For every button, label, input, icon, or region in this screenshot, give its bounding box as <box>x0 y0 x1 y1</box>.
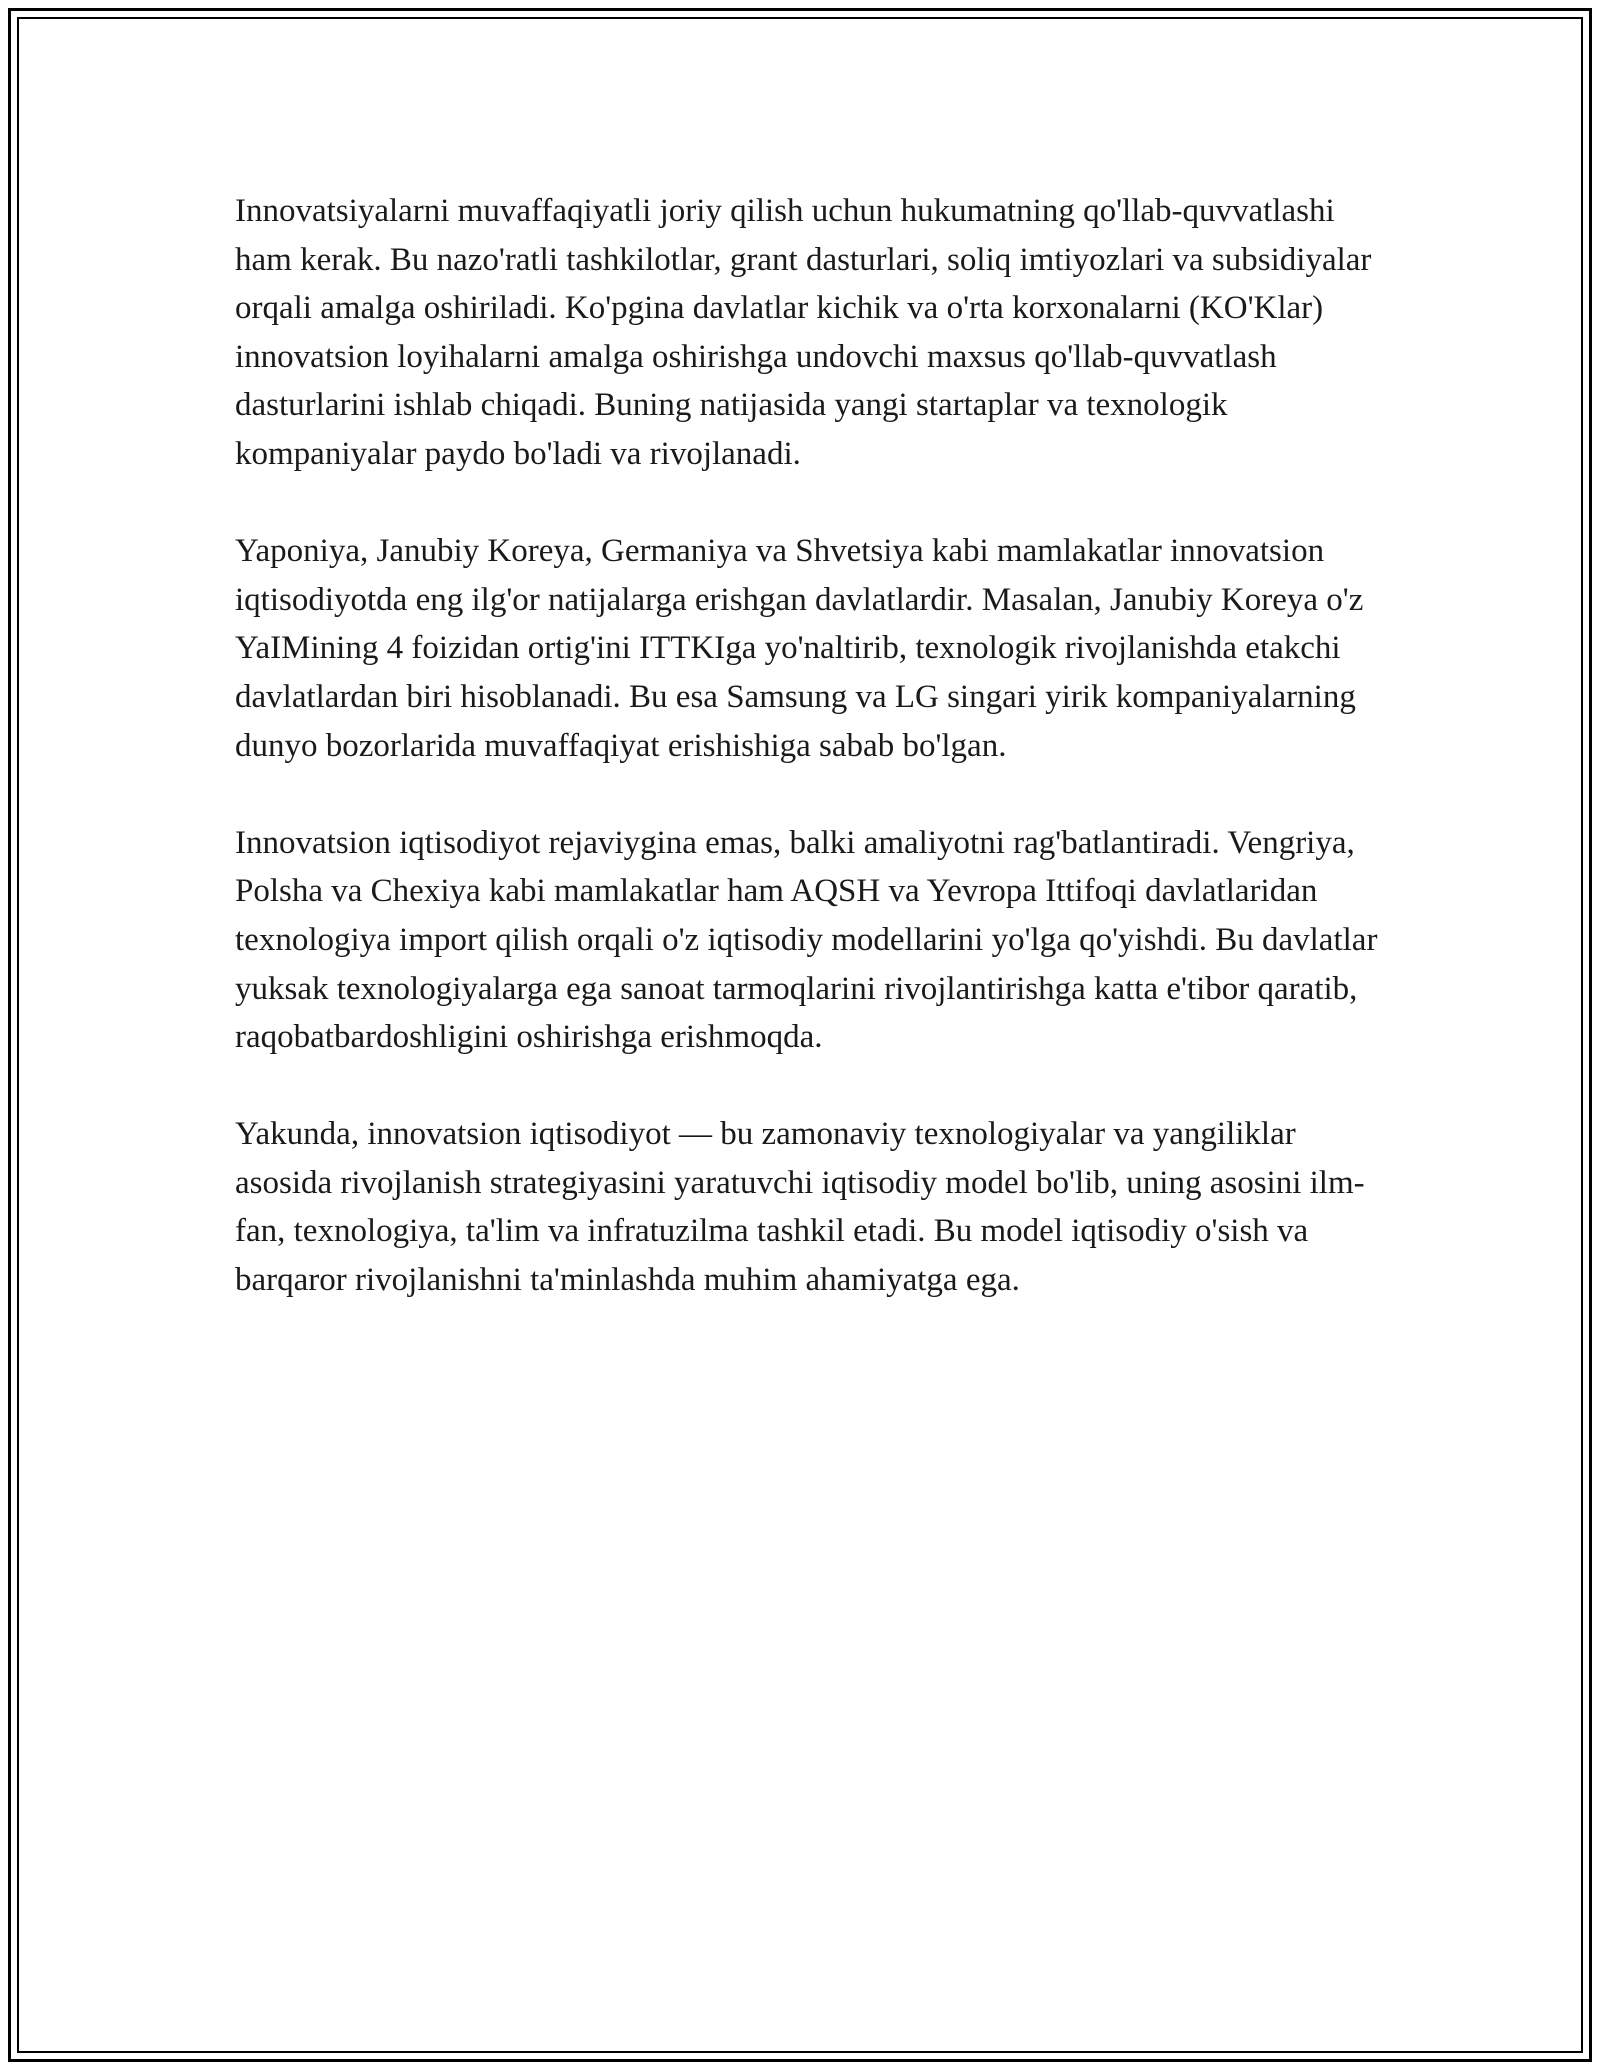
paragraph-practice-encouragement: Innovatsion iqtisodiyot rejaviygina emas, balki amaliyotni rag'batlantiradi. Vengriya, Polsha va Chexiya kabi mamlakatlar ham AQSH va Yevropa Ittifoqi davlatlaridan texnologiya import qilish orqali o'z iqtisodiy modellarini yo'lga qo'yishdi. Bu davlatlar yuksak texnologiyalarga ega sanoat tarmoqlarini rivojlantirishga katta e'tibor qaratib, raqobatbardoshligini oshirishga erishmoqda. <box>235 824 1378 1056</box>
paragraph-leading-countries: Yaponiya, Janubiy Koreya, Germaniya va Shvetsiya kabi mamlakatlar innovatsion iqtisodiyotda eng ilg'or natijalarga erishgan davlatlardir. Masalan, Janubiy Koreya o'z YaIMining 4 foizidan ortig'ini ITTKIga yo'naltirib, texnologik rivojlanishda etakchi davlatlardan biri hisoblanadi. Bu esa Samsung va LG singari yirik kompaniyalarning dunyo bozorlarida muvaffaqiyat erishishiga sabab bo'lgan. <box>235 533 1364 764</box>
paragraph-conclusion: Yakunda, innovatsion iqtisodiyot — bu zamonaviy texnologiyalar va yangiliklar asosida rivojlanish strategiyasini yaratuvchi iqtisodiy model bo'lib, uning asosini ilm-fan, texnologiya, ta'lim va infratuzilma tashkil etadi. Bu model iqtisodiy o'sish va barqaror rivojlanishni ta'minlashda muhim ahamiyatga ega. <box>235 1116 1365 1299</box>
paragraph-government-support: Innovatsiyalarni muvaffaqiyatli joriy qilish uchun hukumatning qo'llab-quvvatlashi ham kerak. Bu nazo'ratli tashkilotlar, grant dasturlari, soliq imtiyozlari va subsidiyalar orqali amalga oshiriladi. Ko'pgina davlatlar kichik va o'rta korxonalarni (KO'Klar) innovatsion loyihalarni amalga oshirishga undovchi maxsus qo'llab-quvvatlash dasturlarini ishlab chiqadi. Buning natijasida yangi startaplar va texnologik kompaniyalar paydo bo'ladi va rivojlanadi. <box>235 193 1372 472</box>
document-body <box>235 187 1395 1353</box>
